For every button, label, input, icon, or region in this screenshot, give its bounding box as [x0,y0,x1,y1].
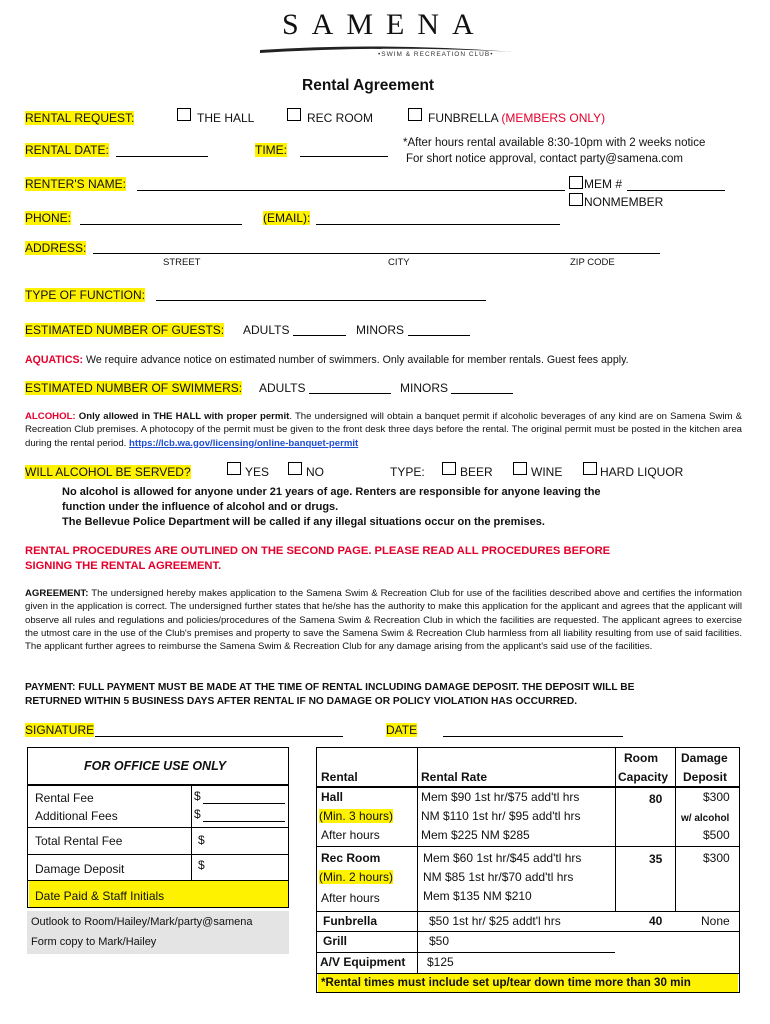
hall-capacity: 80 [649,792,663,806]
outlook-note-2: Form copy to Mark/Hailey [31,936,157,948]
rec-room-after-hours: After hours [321,891,380,905]
col-header-deposit-2: Deposit [683,770,728,784]
rental-date-field[interactable] [116,156,208,157]
agreement-label: AGREEMENT: [25,588,89,599]
logo-name: SAMENA [282,8,487,41]
aquatics-label: AQUATICS: [25,354,84,366]
member-number-field[interactable] [627,190,725,191]
nonmember-label: NONMEMBER [584,195,664,209]
date-label: DATE [386,723,418,737]
wine-label: WINE [531,465,563,479]
additional-fees-dollar: $ [194,807,201,821]
wine-checkbox[interactable] [513,462,527,475]
function-type-field[interactable] [156,300,486,301]
funbrella-deposit: None [701,914,730,928]
hall-min-hours: (Min. 3 hours) [319,809,394,823]
rec-room-deposit: $300 [703,851,730,865]
signature-field[interactable] [95,736,343,737]
rental-fee-field[interactable] [203,803,285,804]
guests-minors-label: MINORS [356,323,404,337]
banquet-permit-link[interactable]: https://lcb.wa.gov/licensing/online-banquet-permit [129,437,359,449]
aquatics-line [25,354,629,366]
guests-minors-field[interactable] [408,335,470,336]
hall-option-label: THE HALL [197,111,255,125]
rec-room-name: Rec Room [321,851,381,865]
hall-name: Hall [321,790,344,804]
hall-alcohol-deposit: $500 [703,828,730,842]
alcohol-rule-3: The Bellevue Police Department will be called if any illegal situations occur on the premises. [62,516,545,528]
hall-after-hours: After hours [321,828,380,842]
rec-room-rate-nonmember: NM $85 1st hr/$70 add'tl hrs [423,870,574,884]
hard-liquor-checkbox[interactable] [583,462,597,475]
rental-date-label: RENTAL DATE: [25,143,109,157]
rec-room-checkbox[interactable] [287,108,301,121]
funbrella-rate: $50 1st hr/ $25 addt'l hrs [429,914,561,928]
alcohol-no-checkbox[interactable] [288,462,302,475]
date-field[interactable] [443,736,623,737]
guests-adults-field[interactable] [293,335,346,336]
phone-field[interactable] [80,224,242,225]
member-checkbox[interactable] [569,176,583,189]
date-paid-label: Date Paid & Staff Initials [35,889,165,903]
payment-line-2: RETURNED WITHIN 5 BUSINESS DAYS AFTER RENTAL IF NO DAMAGE OR POLICY VIOLATION HAS OCCURRED. [25,696,578,707]
alcohol-text: . The undersigned will obtain a banquet permit if alcoholic beverages of any kind are on Samena Swim & Recreation Club premises. A photocopy of the permit must be given to the front desk three days before the rental. The original permit must be posted in the kitchen area during the rental period. [25,411,743,449]
office-use-title: FOR OFFICE USE ONLY [84,759,227,773]
col-header-capacity-1: Room [624,751,658,765]
hall-rate-member: Mem $90 1st hr/$75 add'tl hrs [421,790,580,804]
address-field[interactable] [93,253,660,254]
av-name: A/V Equipment [320,955,406,969]
alcohol-served-label: WILL ALCOHOL BE SERVED? [25,465,191,479]
hall-rate-after-hours: Mem $225 NM $285 [421,828,530,842]
rental-fee-dollar: $ [194,789,201,803]
col-header-capacity-2: Capacity [618,770,669,784]
office-use-box [27,747,289,908]
renter-name-field[interactable] [137,190,565,191]
rec-room-rate-after-hours: Mem $135 NM $210 [423,889,532,903]
outlook-note-1: Outlook to Room/Hailey/Mark/party@samena [31,916,253,928]
signature-label: SIGNATURE [25,723,95,737]
rec-room-min-hours: (Min. 2 hours) [319,870,394,884]
beer-label: BEER [460,465,493,479]
grill-rate: $50 [429,934,450,948]
after-hours-note-1: *After hours rental available 8:30-10pm with 2 weeks notice [403,137,706,149]
time-field[interactable] [300,156,388,157]
hall-checkbox[interactable] [177,108,191,121]
total-fee-label: Total Rental Fee [35,834,123,848]
alcohol-no-label: NO [306,465,324,479]
logo-tagline: •SWIM & RECREATION CLUB• [378,51,494,58]
hard-liquor-label: HARD LIQUOR [600,465,684,479]
funbrella-name: Funbrella [323,914,378,928]
col-header-rate: Rental Rate [421,770,488,784]
rental-times-note: *Rental times must include set up/tear down time more than 30 min [321,976,691,989]
aquatics-text: We require advance notice on estimated number of swimmers. Only available for member rentals. Guest fees apply. [86,354,629,366]
hall-rate-nonmember: NM $110 1st hr/ $95 add'tl hrs [421,809,581,823]
payment-line-1: PAYMENT: FULL PAYMENT MUST BE MADE AT THE TIME OF RENTAL INCLUDING DAMAGE DEPOSIT. THE DEPOSIT WILL BE [25,682,635,693]
funbrella-label: FUNBRELLA [428,111,499,125]
col-header-rental: Rental [321,770,358,784]
outlook-box [27,911,289,954]
hall-alcohol-label: w/ alcohol [681,813,730,824]
funbrella-checkbox[interactable] [408,108,422,121]
swimmers-adults-field[interactable] [309,393,391,394]
hall-deposit: $300 [703,790,730,804]
function-type-label: TYPE OF FUNCTION: [25,288,145,302]
nonmember-checkbox[interactable] [569,193,583,206]
damage-deposit-dollar: $ [198,858,205,872]
zip-caption: ZIP CODE [570,257,615,268]
swimmers-minors-field[interactable] [451,393,513,394]
av-rate: $125 [427,955,454,969]
alcohol-rule-2: function under the influence of alcohol and or drugs. [62,501,339,513]
alcohol-yes-label: YES [245,465,270,479]
alcohol-type-label: TYPE: [390,465,425,479]
agreement-text: The undersigned hereby makes application to the Samena Swim & Recreation Club for use of the facilities described above and certifies the information given in the application is correct. The undersigned further states that he/she has the authority to make this application for the applicant and agrees that the applicant will observe all rules and regulations and policies/procedures of the Samena Swim & Recreation Club in which the facilities are requested. The applicant agrees to exercise the utmost care in the use of the Club's premises and property to save the Samena Swim & Recreation Club harmless from all liability resulting from use of said facilities. The applicant further agrees to reimburse the Samena Swim & Recreation Club for any damage arising from the applicant's said use of the facilities. [25,588,742,653]
damage-deposit-label: Damage Deposit [35,862,125,876]
street-caption: STREET [163,257,201,268]
guests-adults-label: ADULTS [243,323,290,337]
time-label: TIME: [255,143,287,157]
swimmers-minors-label: MINORS [400,381,448,395]
alcohol-rule-1: No alcohol is allowed for anyone under 21 years of age. Renters are responsible for anyone leaving the [62,486,601,498]
rec-room-option-label: REC ROOM [307,111,373,125]
rec-room-rate-member: Mem $60 1st hr/$45 add'tl hrs [423,851,582,865]
swimmers-label: ESTIMATED NUMBER OF SWIMMERS: [25,381,243,395]
beer-checkbox[interactable] [442,462,456,475]
additional-fees-label: Additional Fees [35,809,118,823]
email-field[interactable] [316,224,560,225]
rental-request-label: RENTAL REQUEST: [25,111,135,125]
funbrella-capacity: 40 [649,914,663,928]
procedures-notice-2: SIGNING THE RENTAL AGREEMENT. [25,560,222,572]
alcohol-yes-checkbox[interactable] [227,462,241,475]
renter-name-label: RENTER'S NAME: [25,177,126,191]
rental-fee-label: Rental Fee [35,791,94,805]
agreement-paragraph [25,587,742,653]
members-only-note: (MEMBERS ONLY) [501,111,606,125]
additional-fees-field[interactable] [203,821,285,822]
total-fee-dollar: $ [198,833,205,847]
alcohol-paragraph [25,410,742,450]
swimmers-adults-label: ADULTS [259,381,306,395]
guests-label: ESTIMATED NUMBER OF GUESTS: [25,323,225,337]
email-label: (EMAIL): [263,211,311,225]
alcohol-label: ALCOHOL: [25,411,76,422]
rec-room-capacity: 35 [649,852,663,866]
procedures-notice-1: RENTAL PROCEDURES ARE OUTLINED ON THE SECOND PAGE. PLEASE READ ALL PROCEDURES BEFORE [25,545,611,557]
funbrella-option-label [428,111,605,125]
phone-label: PHONE: [25,211,72,225]
page-title: Rental Agreement [302,77,435,94]
logo [260,8,520,64]
city-caption: CITY [388,257,410,268]
col-header-deposit-1: Damage [681,751,728,765]
after-hours-note-2: For short notice approval, contact party@samena.com [406,153,683,165]
grill-name: Grill [323,934,348,948]
rates-table [316,747,740,993]
address-label: ADDRESS: [25,241,87,255]
alcohol-bold-text: Only allowed in THE HALL with proper permit [78,411,290,422]
member-number-label: MEM # [584,177,623,191]
